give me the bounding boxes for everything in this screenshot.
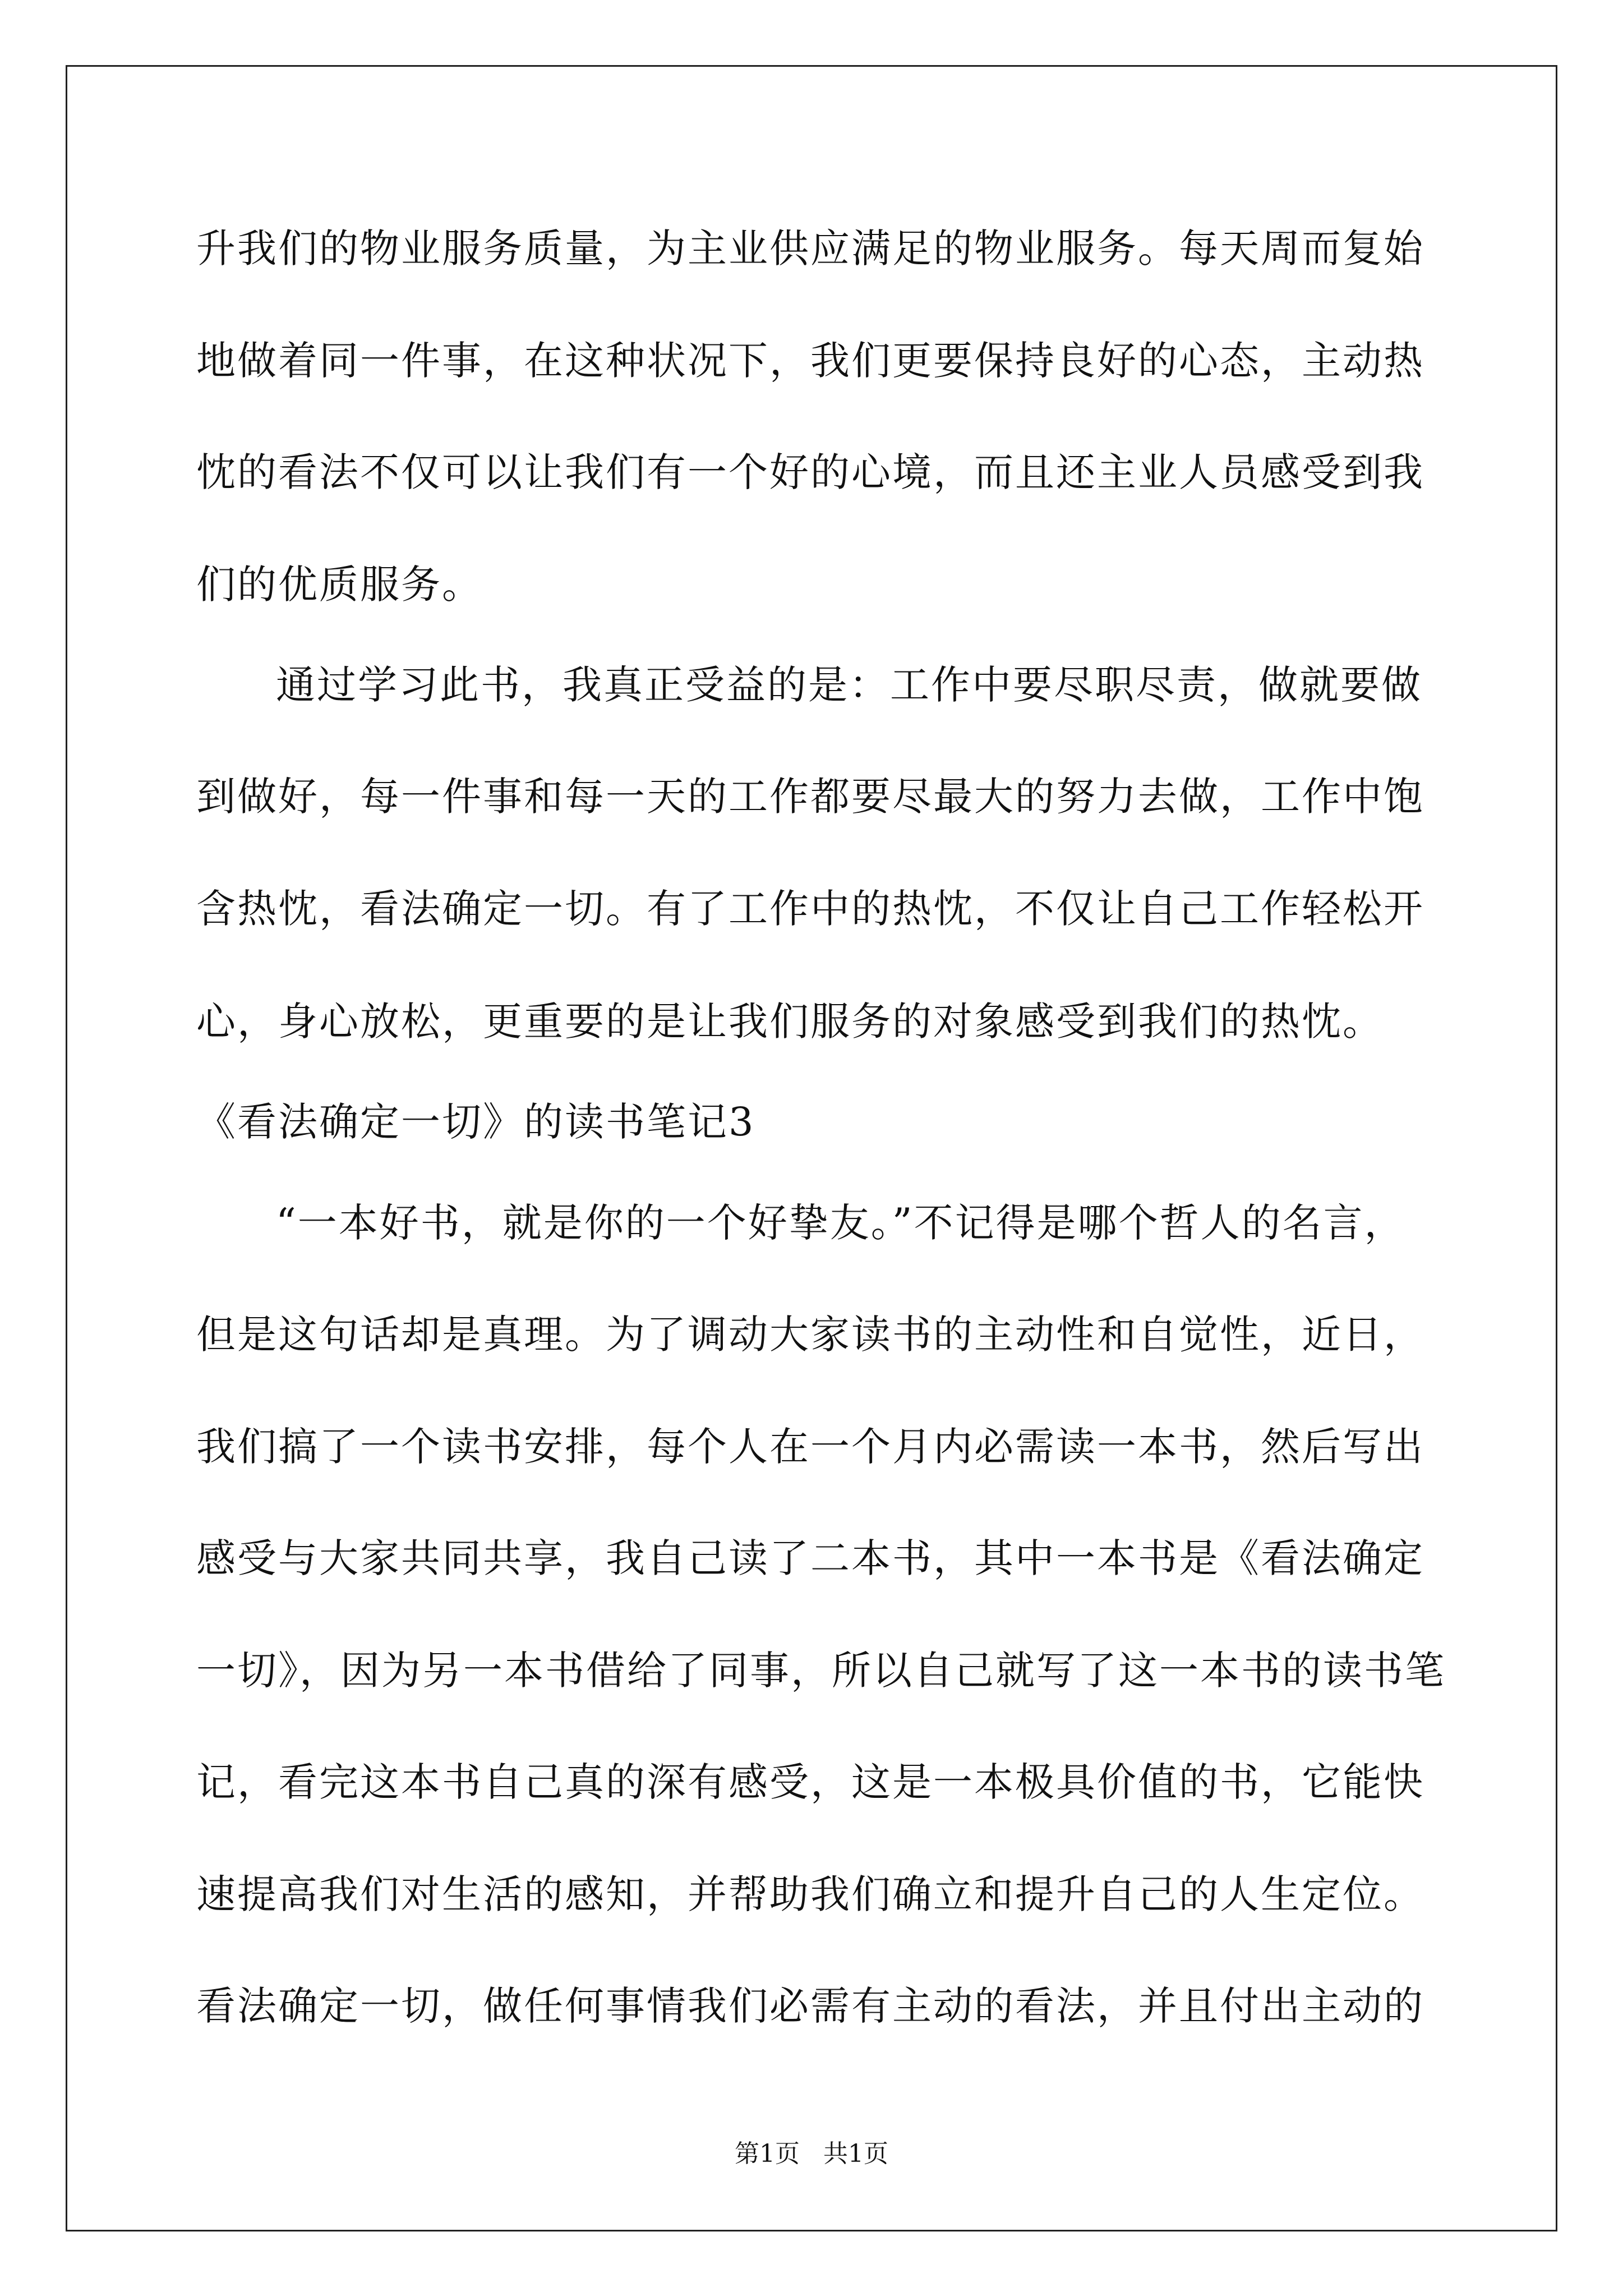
page-footer: 第1页 共1页 bbox=[735, 2139, 888, 2168]
paragraph-first-line: 通过学习此书，我真正受益的是：工作中要尽职尽责，做就要做 bbox=[276, 662, 1422, 708]
paragraph-first-line: “一本好书，就是你的一个好挚友。”不记得是哪个哲人的名言， bbox=[276, 1200, 1405, 1246]
text-line: 升我们的物业服务质量，为主业供应满足的物业服务。每天周而复始 bbox=[196, 226, 1424, 272]
text-line: 忱的看法不仅可以让我们有一个好的心境，而且还主业人员感受到我 bbox=[196, 449, 1424, 495]
text-line: 但是这句话却是真理。为了调动大家读书的主动性和自觉性，近日， bbox=[196, 1312, 1424, 1358]
text-line: 速提高我们对生活的感知，并帮助我们确立和提升自己的人生定位。 bbox=[196, 1871, 1424, 1917]
text-line: 我们搞了一个读书安排，每个人在一个月内必需读一本书，然后写出 bbox=[196, 1424, 1424, 1470]
text-line: 地做着同一件事，在这种状况下，我们更要保持良好的心态，主动热 bbox=[196, 338, 1424, 384]
text-line: 一切》，因为另一本书借给了同事，所以自己就写了这一本书的读书笔 bbox=[196, 1648, 1446, 1694]
text-line: 含热忱，看法确定一切。有了工作中的热忱，不仅让自己工作轻松开 bbox=[196, 886, 1424, 932]
text-line: 记，看完这本书自己真的深有感受，这是一本极具价值的书，它能快 bbox=[196, 1759, 1424, 1805]
text-line: 到做好，每一件事和每一天的工作都要尽最大的努力去做，工作中饱 bbox=[196, 774, 1424, 820]
text-line: 感受与大家共同共享，我自己读了二本书，其中一本书是《看法确定 bbox=[196, 1535, 1424, 1581]
section-heading: 《看法确定一切》的读书笔记3 bbox=[196, 1099, 755, 1145]
text-line: 们的优质服务。 bbox=[196, 562, 483, 608]
text-line: 心，身心放松，更重要的是让我们服务的对象感受到我们的热忱。 bbox=[196, 999, 1384, 1045]
text-line: 看法确定一切，做任何事情我们必需有主动的看法，并且付出主动的 bbox=[196, 1983, 1424, 2029]
